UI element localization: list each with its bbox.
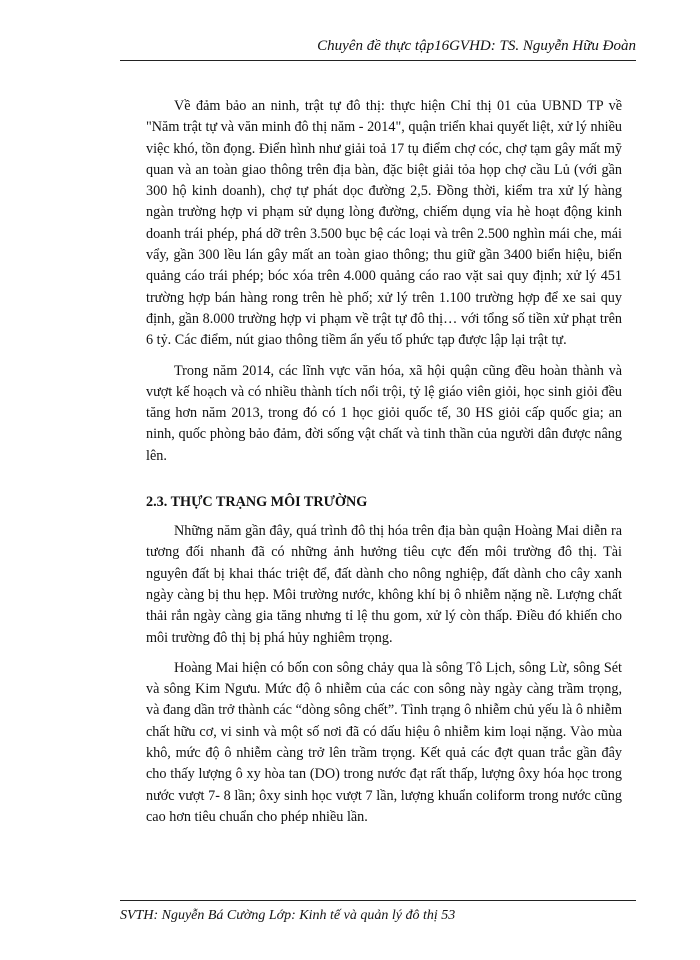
paragraph-river-pollution: Hoàng Mai hiện có bốn con sông chảy qua là sông Tô Lịch, sông Lừ, sông Sét và sông Kim Ngưu. Mức độ ô nhiễm của các con sông này ngày càng trầm trọng, và đang dần trở thành các “dòng sông chết”. Tình trạng ô nhiễm chủ yếu là ô nhiễm chất hữu cơ, vi sinh và một số nơi đã có dấu hiệu ô nhiễm kim loại nặng. Vào mùa khô, mức độ ô nhiễm càng trở lên trầm trọng. Kết quả các đợt quan trắc gần đây cho thấy lượng ô xy hòa tan (DO) trong nước đạt rất thấp, lượng ôxy hóa học trong nước vượt 7- 8 lần; ôxy sinh học vượt 7 lần, lượng khuẩn coliform trong nước cũng cao hơn tiêu chuẩn cho phép nhiều lần. bbox=[146, 659, 622, 825]
paragraph-urban-order: Về đảm bảo an ninh, trật tự đô thị: thực hiện Chỉ thị 01 của UBND TP về "Năm trật tự và văn minh đô thị năm - 2014", quận triển khai quyết liệt, xử lý nhiều việc khó, tồn đọng. Điển hình như giải toả 17 tụ điểm chợ cóc, chợ tạm gây mất mỹ quan và an toàn giao thông trên địa bàn, đặc biệt giải tỏa họp chợ cầu Lủ (với gần 300 hộ kinh doanh), chợ tự phát dọc đường 2,5. Đồng thời, kiểm tra xử lý hàng ngàn trường hợp vi phạm sử dụng lòng đường, chiếm dụng vỉa hè hoạt động kinh doanh trái phép, phá dỡ trên 3.500 bục bệ các loại và trên 2.500 nghìn mái che, mái vẩy, gần 300 lều lán gây mất an toàn giao thông; thu giữ gần 3400 biển hiệu, biển quảng cáo trái phép; bóc xóa trên 4.000 quảng cáo rao vặt sai quy định; xử lý 451 trường hợp bán hàng rong trên hè phố; xử lý trên 1.100 trường hợp để xe sai quy định, gần 8.000 trường hợp vi phạm về trật tự đô thị… với tổng số tiền xử phạt trên 6 tỷ. Các điểm, nút giao thông tiềm ẩn yếu tố phức tạp được lập lại trật tự. bbox=[146, 98, 622, 349]
page-footer bbox=[120, 900, 636, 925]
section-heading: 2.3. THỰC TRẠNG MÔI TRƯỜNG bbox=[146, 494, 368, 511]
paragraph-environment-overview: Những năm gần đây, quá trình đô thị hóa trên địa bàn quận Hoàng Mai diễn ra tương đối nhanh đã có những ảnh hưởng tiêu cực đến môi trường đô thị. Tài nguyên đất bị khai thác triệt để, đất dành cho nông nghiệp, đất dành cho cây xanh ngày càng bị thu hẹp. Môi trường nước, không khí bị ô nhiễm nặng nề. Lượng chất thải rắn ngày càng gia tăng nhưng tỉ lệ thu gom, xử lý còn thấp. Điều đó khiến cho môi trường đô thị bị phá hủy nghiêm trọng. bbox=[146, 523, 622, 646]
document-body bbox=[146, 96, 622, 837]
header-text: Chuyên đề thực tập16GVHD: TS. Nguyễn Hữu Đoàn bbox=[317, 38, 636, 54]
page-header bbox=[120, 36, 636, 61]
footer-text: SVTH: Nguyễn Bá Cường Lớp: Kinh tế và quản lý đô thị 53 bbox=[120, 908, 456, 923]
paragraph-culture-society: Trong năm 2014, các lĩnh vực văn hóa, xã hội quận cũng đều hoàn thành và vượt kế hoạch và có nhiều thành tích nổi trội, tỷ lệ giáo viên giỏi, học sinh giỏi đều tăng hơn năm 2013, trong đó có 1 học giỏi quốc tế, 30 HS giỏi cấp quốc gia; an ninh, quốc phòng bảo đảm, đời sống vật chất và tinh thần của người dân được nâng lên. bbox=[146, 362, 622, 464]
